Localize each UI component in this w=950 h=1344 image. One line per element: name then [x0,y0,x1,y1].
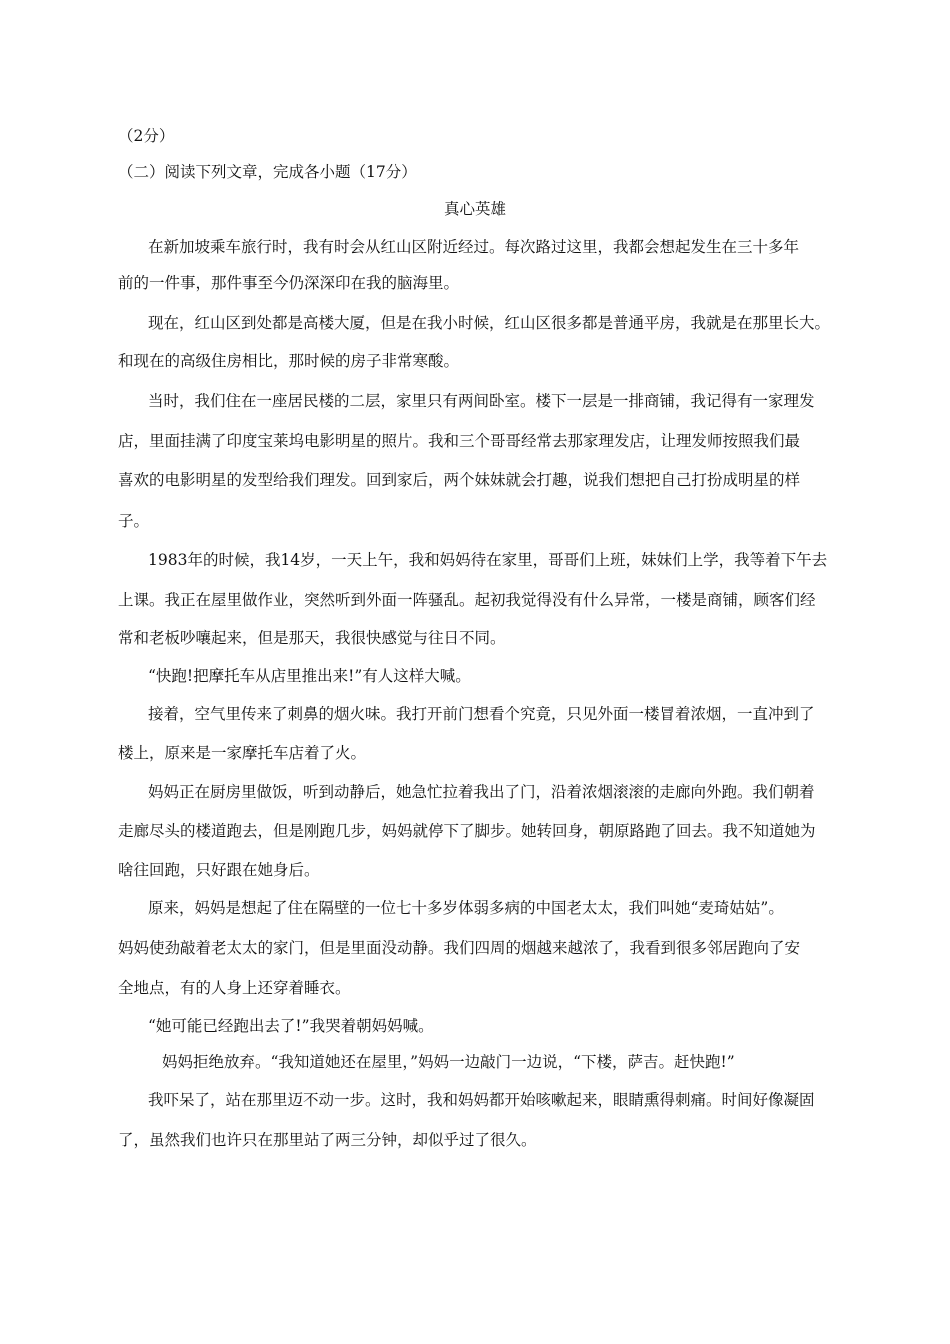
article-line: 原来，妈妈是想起了住在隔壁的一位七十多岁体弱多病的中国老太太，我们叫她“麦琦姑姑”。 [148,899,784,917]
article-title: 真心英雄 [443,200,506,218]
article-line: 妈妈拒绝放弃。“我知道她还在屋里，”妈妈一边敲门一边说，“下楼，萨吉。赶快跑!” [162,1053,735,1071]
article-line: 前的一件事，那件事至今仍深深印在我的脑海里。 [118,274,460,292]
article-line: 店，里面挂满了印度宝莱坞电影明星的照片。我和三个哥哥经常去那家理发店，让理发师按照我们最 [118,432,801,450]
article-line: 现在，红山区到处都是高楼大厦，但是在我小时候，红山区很多都是普通平房，我就是在那里长大。 [148,314,831,332]
article-line: 子。 [118,512,150,530]
article-line: 楼上，原来是一家摩托车店着了火。 [118,744,367,762]
article-line: “她可能已经跑出去了!”我哭着朝妈妈喊。 [148,1017,434,1035]
article-line: 我吓呆了，站在那里迈不动一步。这时，我和妈妈都开始咳嗽起来，眼睛熏得刺痛。时间好像凝固 [148,1091,815,1109]
score-note: （2分） [118,127,175,145]
article-line: 走廊尽头的楼道跑去，但是刚跑几步，妈妈就停下了脚步。她转回身，朝原路跑了回去。我不知道她为 [118,822,816,840]
article-line: 了，虽然我们也许只在那里站了两三分钟，却似乎过了很久。 [118,1131,537,1149]
article-line: 啥往回跑，只好跟在她身后。 [118,861,320,879]
article-line: 当时，我们住在一座居民楼的二层，家里只有两间卧室。楼下一层是一排商铺，我记得有一家理发 [148,392,815,410]
article-line: 上课。我正在屋里做作业，突然听到外面一阵骚乱。起初我觉得没有什么异常，一楼是商铺，顾客们经 [118,591,816,609]
article-line: 喜欢的电影明星的发型给我们理发。回到家后，两个妹妹就会打趣，说我们想把自己打扮成明星的样 [118,471,801,489]
article-line: “快跑!把摩托车从店里推出来!”有人这样大喊。 [148,667,471,685]
article-line: 接着，空气里传来了刺鼻的烟火味。我打开前门想看个究竟，只见外面一楼冒着浓烟，一直冲到了 [148,705,815,723]
article-line: 和现在的高级住房相比，那时候的房子非常寒酸。 [118,352,460,370]
article-line: 1983年的时候，我14岁，一天上午，我和妈妈待在家里，哥哥们上班，妹妹们上学，我等着下午去 [148,551,828,569]
article-line: 常和老板吵嚷起来，但是那天，我很快感觉与往日不同。 [118,629,506,647]
article-line: 全地点，有的人身上还穿着睡衣。 [118,979,351,997]
article-line: 妈妈使劲敲着老太太的家门，但是里面没动静。我们四周的烟越来越浓了，我看到很多邻居跑向了安 [118,939,801,957]
article-line: 在新加坡乘车旅行时，我有时会从红山区附近经过。每次路过这里，我都会想起发生在三十多年 [148,238,800,256]
article-line: 妈妈正在厨房里做饭，听到动静后，她急忙拉着我出了门，沿着浓烟滚滚的走廊向外跑。我们朝着 [148,783,815,801]
section-instruction: （二）阅读下列文章，完成各小题（17分） [118,163,417,181]
